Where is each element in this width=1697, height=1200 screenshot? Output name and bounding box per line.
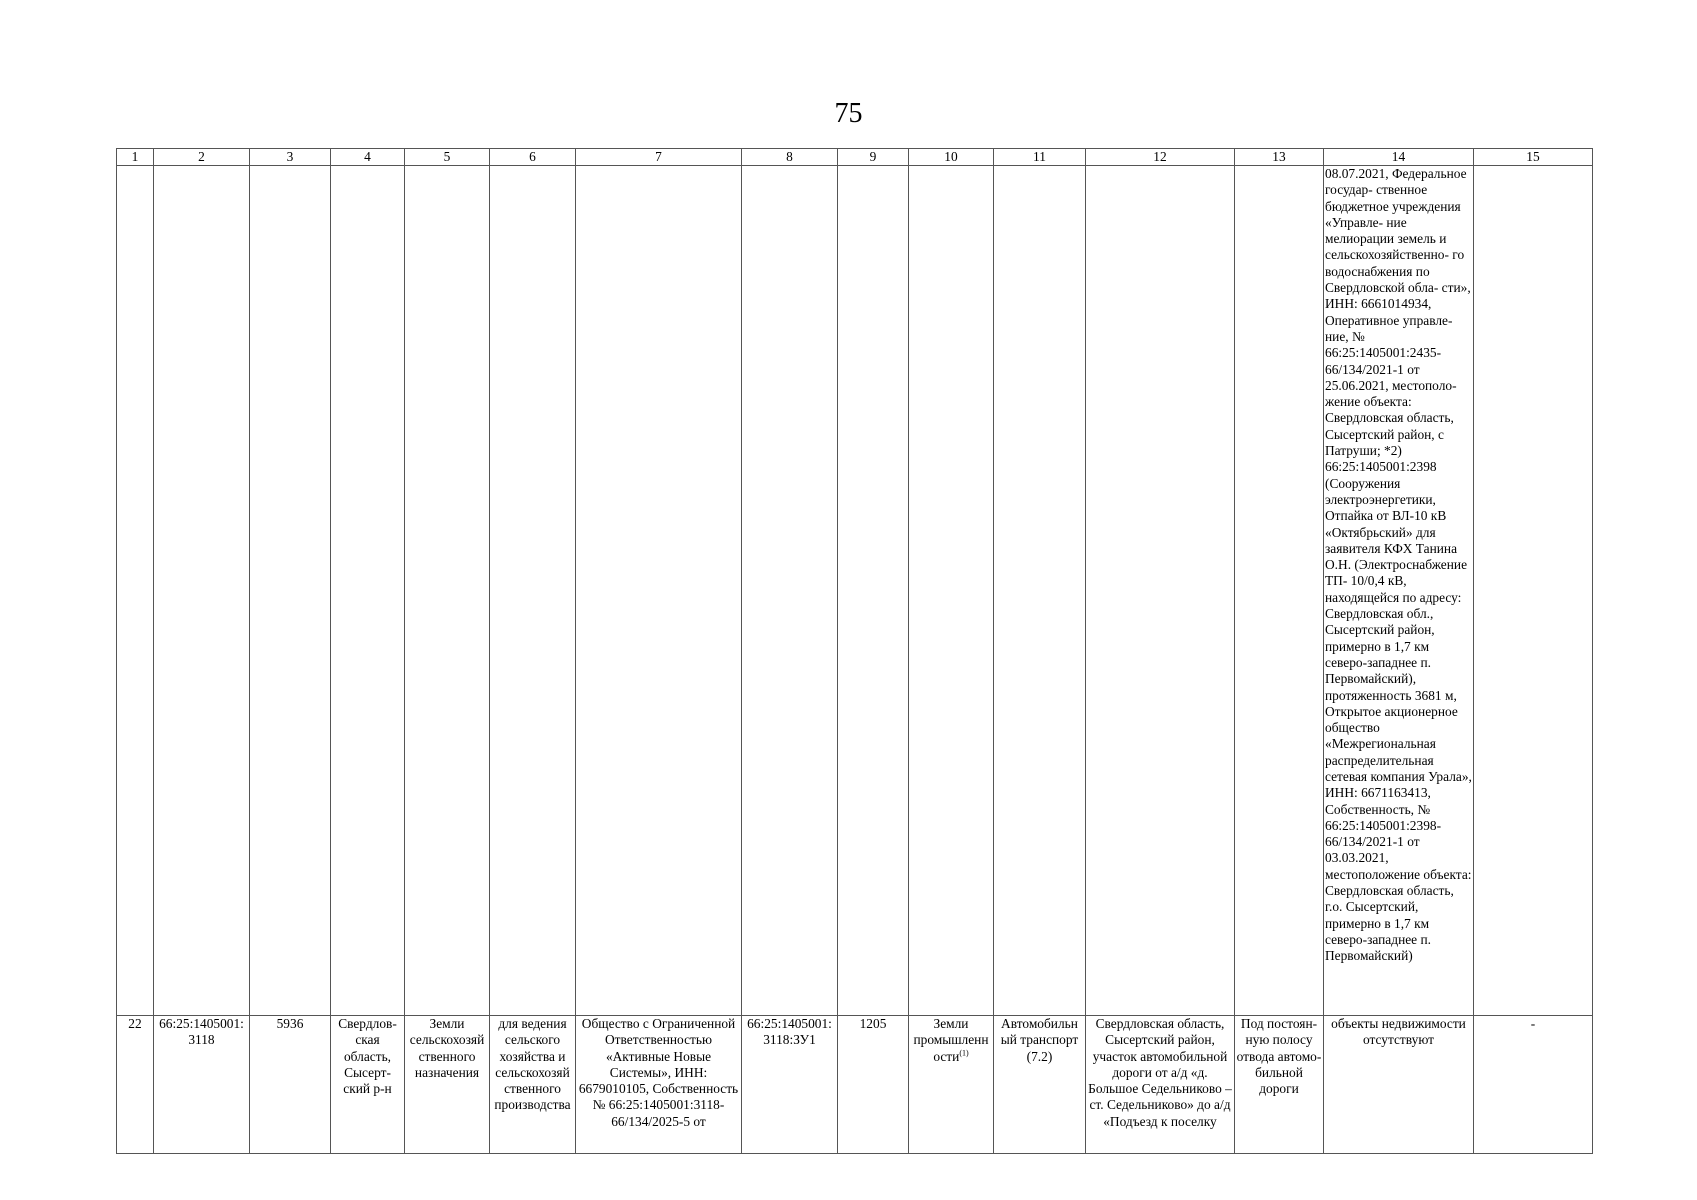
encumbrance-details-cell: объекты недвижимости отсутствуют	[1324, 1016, 1474, 1154]
column-number: 2	[154, 149, 250, 166]
encumbrance-details-cell: 08.07.2021, Федеральное государ- ственное бюджетное учреждения «Управле- ние мелиорации земель и сельскохозяйственно- го водоснабжения по Свердловской обла- сти», ИНН: 6661014934, Оперативное управле- ние, № 66:25:1405001:2435- 66/134/2021-1 от 25.06.2021, местополо- жение объекта: Свердловская область, Сысертский район, с Патруши; *2) 66:25:1405001:2398 (Сооружения электроэнергетики, Отпайка от ВЛ-10 кВ «Октябрьский» для заявителя КФХ Танина О.Н. (Электроснабжение ТП- 10/0,4 кВ, находящейся по адресу: Свердловская обл., Сысертский район, примерно в 1,7 км северо-западнее п. Первомайский), протяженность 3681 м, Открытое акционерное общество «Межрегиональная распределительная сетевая компания Урала», ИНН: 6671163413, Собственность, № 66:25:1405001:2398- 66/134/2021-1 от 03.03.2021, местоположение объекта: Свердловская область, г.о. Сысертский, примерно в 1,7 км северо-западнее п. Первомайский)	[1324, 166, 1474, 1016]
footnote-marker: (1)	[959, 1048, 969, 1058]
table-cell	[154, 166, 250, 1016]
table-cell	[405, 166, 490, 1016]
continuation-row	[117, 166, 1593, 1016]
table-cell	[742, 166, 838, 1016]
table-cell	[576, 166, 742, 1016]
table-cell	[1235, 166, 1324, 1016]
column-number: 7	[576, 149, 742, 166]
notes-cell: -	[1474, 1016, 1593, 1154]
table-cell	[117, 166, 154, 1016]
table-cell	[838, 166, 909, 1016]
land-category-cell: Земли сельскохозяй ственного назначения	[405, 1016, 490, 1154]
table-cell	[909, 166, 994, 1016]
object-address-cell: Свердловская область, Сысертский район, участок автомобильной дороги от а/д «д. Большое Седельниково – ст. Седельниково» до а/д «Подъезд к поселку	[1086, 1016, 1235, 1154]
new-land-category-cell	[909, 1016, 994, 1154]
permitted-use-cell: для ведения сельского хозяйства и сельскохозяй ственного производства	[490, 1016, 576, 1154]
column-number: 6	[490, 149, 576, 166]
owner-cell: Общество с Ограниченной Ответственностью «Активные Новые Системы», ИНН: 6679010105, Собственность № 66:25:1405001:3118- 66/134/2025-5 от	[576, 1016, 742, 1154]
page-number: 75	[834, 98, 863, 129]
area-cell: 5936	[250, 1016, 331, 1154]
column-number: 11	[994, 149, 1086, 166]
table-cell	[250, 166, 331, 1016]
column-number: 4	[331, 149, 405, 166]
column-number: 12	[1086, 149, 1235, 166]
table-cell	[331, 166, 405, 1016]
table-row	[117, 1016, 1593, 1154]
column-number-row	[117, 149, 1593, 166]
column-number: 14	[1324, 149, 1474, 166]
table-cell	[994, 166, 1086, 1016]
column-number: 10	[909, 149, 994, 166]
purpose-cell: Под постоян- ную полосу отвода автомо- бильной дороги	[1235, 1016, 1324, 1154]
column-number: 5	[405, 149, 490, 166]
new-area-cell: 1205	[838, 1016, 909, 1154]
column-number: 9	[838, 149, 909, 166]
table-cell	[1474, 166, 1593, 1016]
cadastral-number-cell: 66:25:1405001: 3118	[154, 1016, 250, 1154]
new-land-category-text: Земли промышленн ости	[913, 1016, 989, 1064]
table-cell	[490, 166, 576, 1016]
table-cell	[1086, 166, 1235, 1016]
new-permitted-use-cell: Автомобильн ый транспорт (7.2)	[994, 1016, 1086, 1154]
column-number: 13	[1235, 149, 1324, 166]
column-number: 8	[742, 149, 838, 166]
row-number-cell: 22	[117, 1016, 154, 1154]
land-plots-table	[116, 148, 1593, 1154]
column-number: 15	[1474, 149, 1593, 166]
column-number: 1	[117, 149, 154, 166]
location-cell: Свердлов- ская область, Сысерт- ский р-н	[331, 1016, 405, 1154]
column-number: 3	[250, 149, 331, 166]
new-plot-number-cell: 66:25:1405001: 3118:ЗУ1	[742, 1016, 838, 1154]
